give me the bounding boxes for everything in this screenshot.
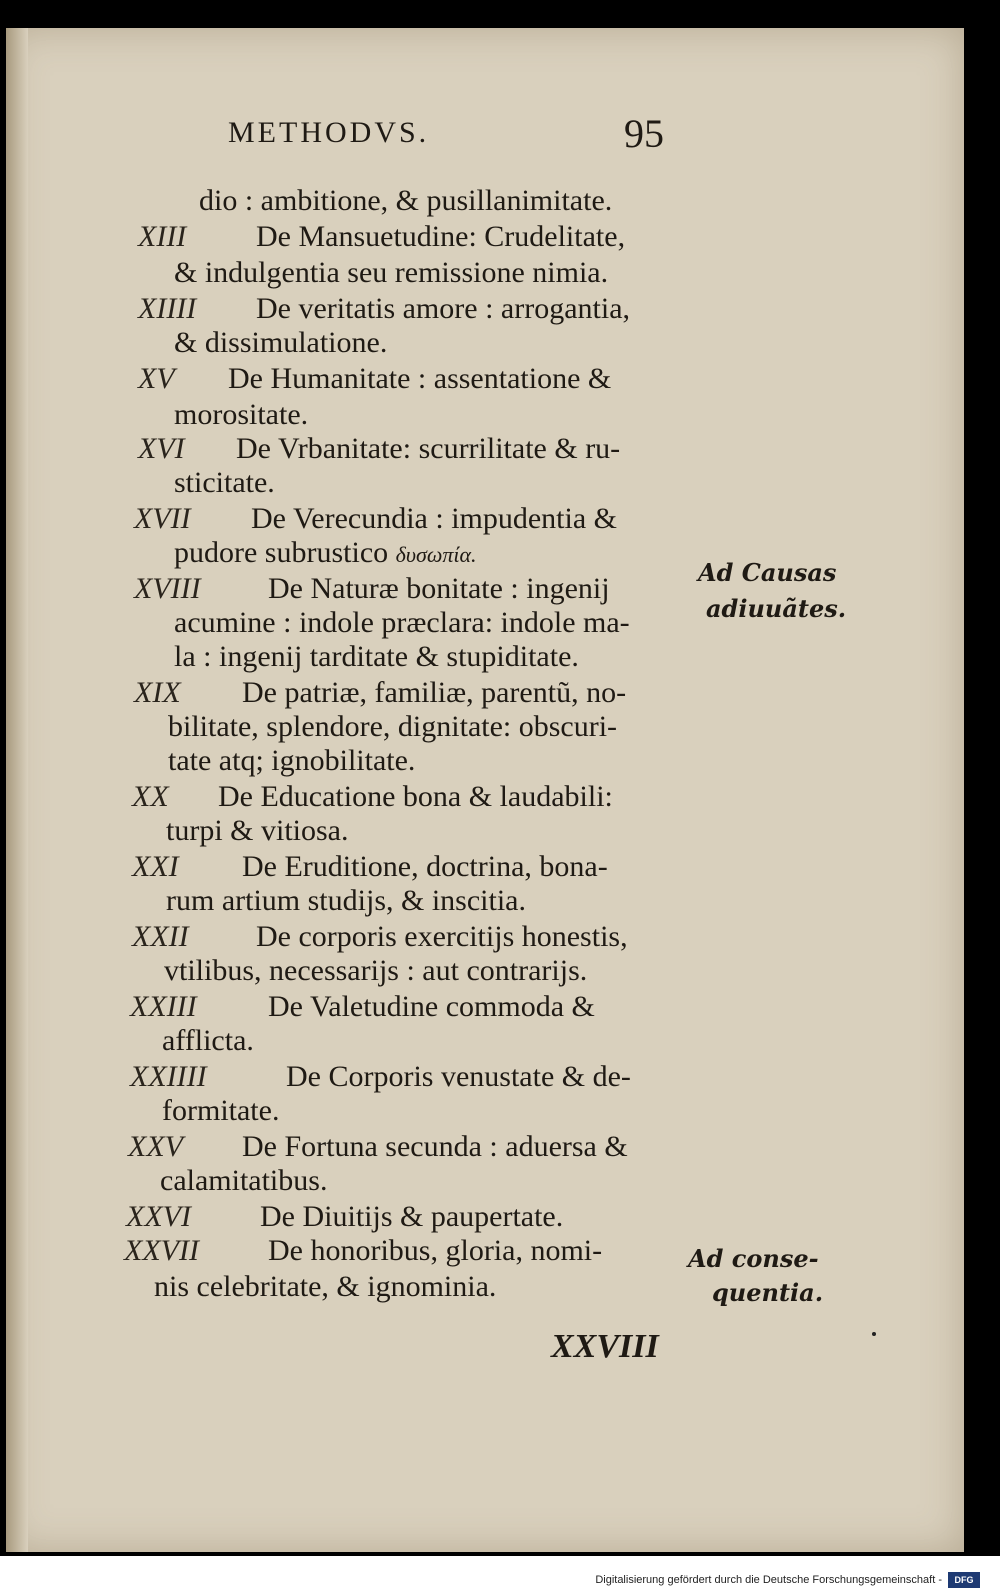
entry-numeral: XXV (128, 1130, 183, 1163)
entry-line: afflicta. (162, 1024, 254, 1057)
entry-line: De veritatis amore : arrogantia, (256, 292, 631, 325)
entry-line: De Corporis venustate & de- (286, 1060, 631, 1093)
page-number: 95 (624, 111, 664, 156)
entry-numeral: XIX (134, 676, 181, 709)
entry-numeral: XV (138, 362, 175, 395)
greek-word: δυσωπία. (395, 542, 477, 567)
entry-line: rum artium studijs, & inscitia. (166, 884, 526, 917)
entry-line: De Eruditione, doctrina, bona- (242, 850, 608, 883)
footer-bar (0, 1556, 1000, 1596)
entry-numeral: XVII (134, 502, 191, 535)
entry-line: De Verecundia : impudentia & (251, 502, 618, 535)
entry-line: tate atq; ignobilitate. (168, 744, 416, 777)
page-gutter-shadow (6, 28, 28, 1552)
entry-line: De Vrbanitate: scurrilitate & ru- (236, 432, 621, 465)
entry-line: De Educatione bona & laudabili: (218, 780, 613, 813)
entry-line: calamitatibus. (160, 1164, 328, 1197)
entry-line: la : ingenij tarditate & stupiditate. (174, 640, 579, 673)
entry-line: De honoribus, gloria, nomi- (268, 1234, 603, 1267)
entry-line: vtilibus, necessarijs : aut contrarijs. (164, 954, 588, 987)
entry-numeral: XXI (132, 850, 179, 883)
margin-note-line: adiuuãtes. (706, 594, 847, 623)
entry-numeral: XXIII (130, 990, 197, 1023)
entry-line: De Mansuetudine: Crudelitate, (256, 220, 626, 253)
entry-line: De Valetudine commoda & (268, 990, 595, 1023)
entry-line: sticitate. (174, 466, 275, 499)
entry-line: turpi & vitiosa. (166, 814, 349, 847)
page-header (6, 111, 964, 176)
entry-line: & dissimulatione. (174, 326, 388, 359)
entry-numeral: XVI (138, 432, 185, 465)
entry-numeral: XIIII (138, 292, 197, 325)
entry-numeral: XXVI (126, 1200, 191, 1233)
dfg-logo: DFG (948, 1572, 980, 1588)
entry-line: nis celebritate, & ignominia. (154, 1270, 497, 1303)
catchword: XXVIII (551, 1328, 659, 1365)
entry-numeral: XVIII (134, 572, 201, 605)
entry-line: De Humanitate : assentatione & (228, 362, 612, 395)
entry-line (174, 536, 477, 570)
margin-note-line: quentia. (712, 1278, 824, 1307)
entry-line: De Diuitijs & paupertate. (260, 1200, 564, 1233)
ink-speck (872, 1332, 876, 1336)
entry-numeral: XXII (132, 920, 189, 953)
entry-numeral: XX (132, 780, 169, 813)
entry-line: acumine : indole præclara: indole ma- (174, 606, 630, 639)
entry-numeral: XXVII (124, 1234, 199, 1267)
entry-line: bilitate, splendore, dignitate: obscuri- (168, 710, 618, 743)
book-page (6, 28, 964, 1552)
margin-note-line: Ad Causas (698, 558, 837, 587)
running-title: METHODVS. (228, 116, 430, 149)
entry-line: dio : ambitione, & pusillanimitate. (199, 184, 613, 217)
entry-numeral: XIII (138, 220, 187, 253)
entry-line: De Fortuna secunda : aduersa & (242, 1130, 628, 1163)
entry-line-text: pudore subrustico (174, 536, 389, 569)
margin-note-line: Ad conse- (688, 1244, 819, 1273)
entry-line: De corporis exercitijs honestis, (256, 920, 628, 953)
footer-credit: Digitalisierung gefördert durch die Deutsche Forschungsgemeinschaft - (595, 1574, 942, 1586)
entry-line: formitate. (162, 1094, 280, 1127)
entry-line: morositate. (174, 398, 309, 431)
entry-line: & indulgentia seu remissione nimia. (174, 256, 609, 289)
entry-line: De patriæ, familiæ, parentũ, no- (242, 676, 627, 709)
entry-line: De Naturæ bonitate : ingenij (268, 572, 610, 605)
entry-numeral: XXIIII (130, 1060, 207, 1093)
